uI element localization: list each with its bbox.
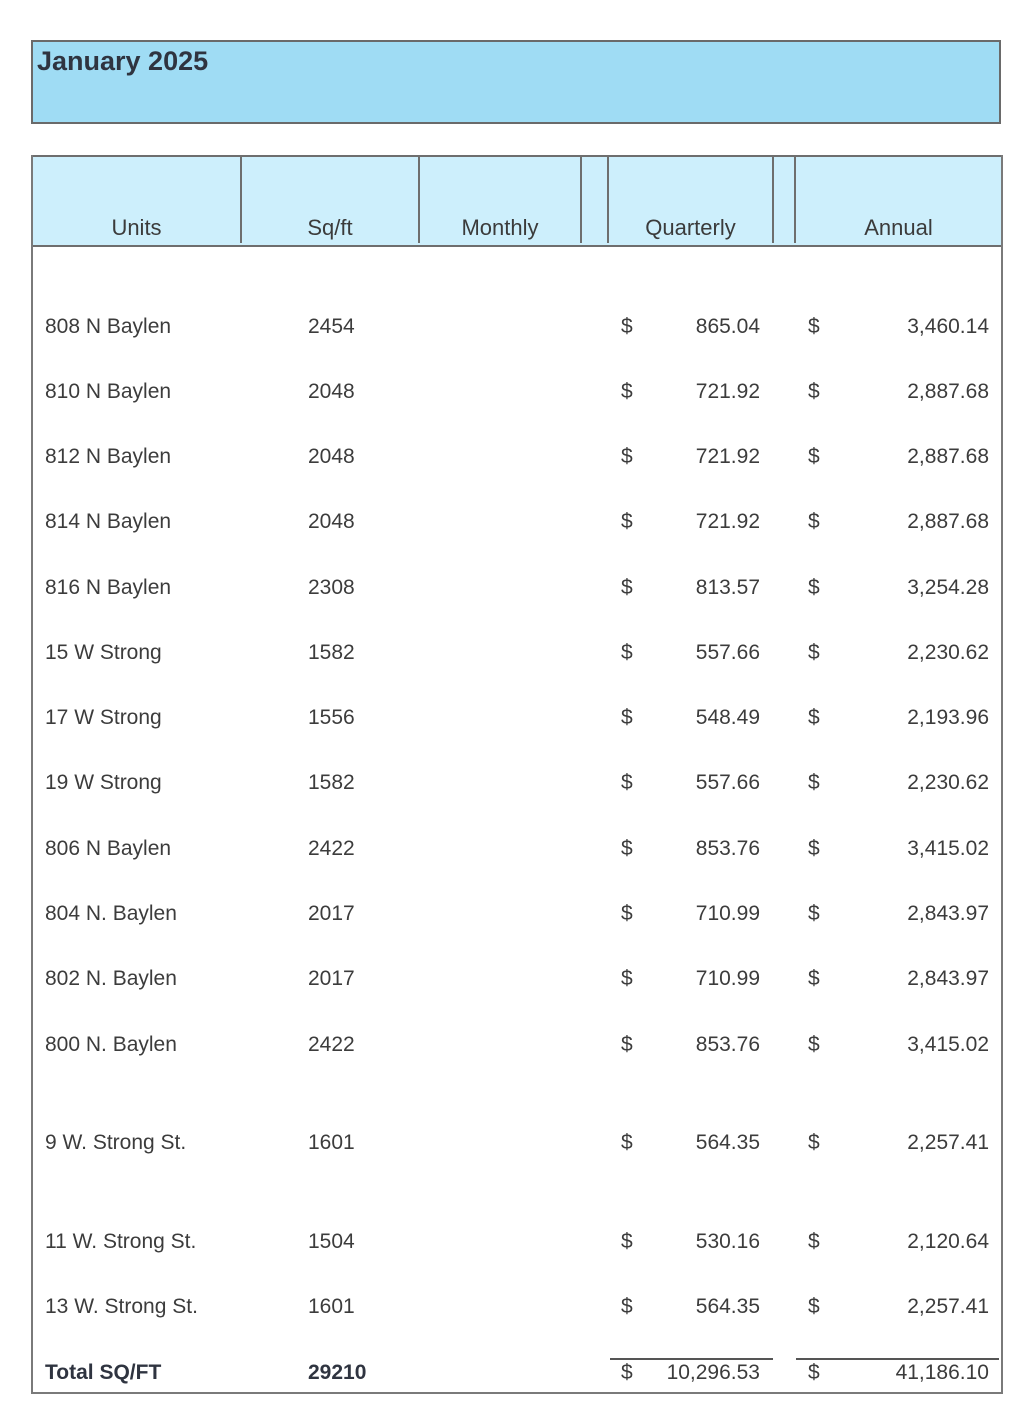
sqft-cell: 2422 xyxy=(308,837,355,860)
annual-cell: 3,460.14 xyxy=(907,315,989,338)
sqft-cell: 1504 xyxy=(308,1230,355,1253)
quarterly-cell: 557.66 xyxy=(695,641,760,664)
header-divider xyxy=(772,157,774,243)
annual-cell: 2,843.97 xyxy=(907,902,989,925)
sqft-cell: 2048 xyxy=(308,380,355,403)
quarterly-cell: 721.92 xyxy=(695,510,760,533)
header-divider xyxy=(580,157,582,243)
dollar-sign: $ xyxy=(621,967,633,990)
unit-cell: 808 N Baylen xyxy=(45,315,172,338)
annual-cell: 2,887.68 xyxy=(907,445,989,468)
unit-cell: 802 N. Baylen xyxy=(45,967,177,990)
total-sqft: 29210 xyxy=(308,1361,367,1384)
dollar-sign: $ xyxy=(808,837,820,860)
title-bar xyxy=(31,40,1001,124)
quarterly-cell: 721.92 xyxy=(695,445,760,468)
dollar-sign: $ xyxy=(621,445,633,468)
quarterly-cell: 530.16 xyxy=(695,1230,760,1253)
dollar-sign: $ xyxy=(621,1131,633,1154)
quarterly-cell: 853.76 xyxy=(695,1033,760,1056)
table-row xyxy=(33,315,1001,345)
sqft-cell: 2048 xyxy=(308,445,355,468)
dollar-sign: $ xyxy=(808,771,820,794)
table-row xyxy=(33,902,1001,932)
table-row xyxy=(33,1295,1001,1325)
dollar-sign: $ xyxy=(621,1230,633,1253)
table-row xyxy=(33,771,1001,801)
total-label: Total SQ/FT xyxy=(45,1361,162,1384)
unit-cell: 800 N. Baylen xyxy=(45,1033,177,1056)
annual-cell: 2,120.64 xyxy=(907,1230,989,1253)
annual-cell: 2,257.41 xyxy=(907,1131,989,1154)
header-monthly: Monthly xyxy=(461,215,539,240)
quarterly-cell: 813.57 xyxy=(695,576,760,599)
quarterly-cell: 564.35 xyxy=(695,1295,760,1318)
table-row xyxy=(33,837,1001,867)
header-annual: Annual xyxy=(864,215,933,240)
quarterly-cell: 865.04 xyxy=(695,315,760,338)
sqft-cell: 2017 xyxy=(308,902,355,925)
quarterly-cell: 710.99 xyxy=(695,902,760,925)
annual-cell: 2,230.62 xyxy=(907,771,989,794)
sqft-cell: 2308 xyxy=(308,576,355,599)
unit-cell: 19 W Strong xyxy=(45,771,162,794)
quarterly-cell: 710.99 xyxy=(695,967,760,990)
table-row xyxy=(33,641,1001,671)
unit-cell: 15 W Strong xyxy=(45,641,162,664)
header-units: Units xyxy=(111,215,162,240)
unit-cell: 816 N Baylen xyxy=(45,576,172,599)
annual-cell: 2,193.96 xyxy=(907,706,989,729)
dollar-sign: $ xyxy=(808,576,820,599)
unit-cell: 810 N Baylen xyxy=(45,380,172,403)
unit-cell: 806 N Baylen xyxy=(45,837,172,860)
dollar-sign: $ xyxy=(808,445,820,468)
unit-cell: 13 W. Strong St. xyxy=(45,1295,198,1318)
table-row xyxy=(33,706,1001,736)
dollar-sign: $ xyxy=(621,1295,633,1318)
dollar-sign: $ xyxy=(621,902,633,925)
quarterly-cell: 557.66 xyxy=(695,771,760,794)
dollar-sign: $ xyxy=(621,315,633,338)
dollar-sign: $ xyxy=(621,641,633,664)
annual-cell: 3,415.02 xyxy=(907,1033,989,1056)
table-row xyxy=(33,510,1001,540)
dollar-sign: $ xyxy=(808,706,820,729)
sqft-cell: 2048 xyxy=(308,510,355,533)
dollar-sign: $ xyxy=(621,380,633,403)
dollar-sign: $ xyxy=(621,1033,633,1056)
table-row xyxy=(33,1131,1001,1161)
dollar-sign: $ xyxy=(808,1361,820,1384)
annual-cell: 2,887.68 xyxy=(907,380,989,403)
unit-cell: 17 W Strong xyxy=(45,706,162,729)
total-quarterly: 10,296.53 xyxy=(666,1361,760,1384)
dollar-sign: $ xyxy=(621,510,633,533)
annual-cell: 2,257.41 xyxy=(907,1295,989,1318)
sqft-cell: 2422 xyxy=(308,1033,355,1056)
dollar-sign: $ xyxy=(808,967,820,990)
dollar-sign: $ xyxy=(808,380,820,403)
quarterly-cell: 853.76 xyxy=(695,837,760,860)
dollar-sign: $ xyxy=(808,1230,820,1253)
annual-cell: 2,887.68 xyxy=(907,510,989,533)
unit-cell: 804 N. Baylen xyxy=(45,902,177,925)
table-row xyxy=(33,576,1001,606)
rent-table xyxy=(31,155,1003,1394)
unit-cell: 9 W. Strong St. xyxy=(45,1131,187,1154)
annual-cell: 2,230.62 xyxy=(907,641,989,664)
dollar-sign: $ xyxy=(808,641,820,664)
dollar-sign: $ xyxy=(621,837,633,860)
quarterly-cell: 548.49 xyxy=(695,706,760,729)
dollar-sign: $ xyxy=(621,576,633,599)
total-quarterly-rule xyxy=(610,1358,773,1360)
dollar-sign: $ xyxy=(808,902,820,925)
dollar-sign: $ xyxy=(808,1131,820,1154)
dollar-sign: $ xyxy=(808,1033,820,1056)
dollar-sign: $ xyxy=(808,510,820,533)
quarterly-cell: 564.35 xyxy=(695,1131,760,1154)
total-annual-rule xyxy=(796,1358,999,1360)
annual-cell: 3,415.02 xyxy=(907,837,989,860)
dollar-sign: $ xyxy=(808,1295,820,1318)
dollar-sign: $ xyxy=(808,315,820,338)
table-row xyxy=(33,380,1001,410)
sqft-cell: 1601 xyxy=(308,1295,355,1318)
sqft-cell: 2017 xyxy=(308,967,355,990)
sqft-cell: 1582 xyxy=(308,641,355,664)
header-sqft: Sq/ft xyxy=(307,215,353,240)
table-row xyxy=(33,967,1001,997)
quarterly-cell: 721.92 xyxy=(695,380,760,403)
table-row xyxy=(33,1033,1001,1063)
page-title: January 2025 xyxy=(37,46,209,76)
dollar-sign: $ xyxy=(621,771,633,794)
header-quarterly: Quarterly xyxy=(645,215,736,240)
annual-cell: 2,843.97 xyxy=(907,967,989,990)
dollar-sign: $ xyxy=(621,706,633,729)
unit-cell: 814 N Baylen xyxy=(45,510,172,533)
sqft-cell: 1601 xyxy=(308,1131,355,1154)
sqft-cell: 1582 xyxy=(308,771,355,794)
table-row xyxy=(33,445,1001,475)
total-row xyxy=(33,1361,1001,1391)
total-annual: 41,186.10 xyxy=(895,1361,989,1384)
unit-cell: 11 W. Strong St. xyxy=(45,1230,197,1253)
dollar-sign: $ xyxy=(621,1361,633,1384)
unit-cell: 812 N Baylen xyxy=(45,445,172,468)
sqft-cell: 2454 xyxy=(308,315,355,338)
table-row xyxy=(33,1230,1001,1260)
annual-cell: 3,254.28 xyxy=(907,576,989,599)
sqft-cell: 1556 xyxy=(308,706,355,729)
